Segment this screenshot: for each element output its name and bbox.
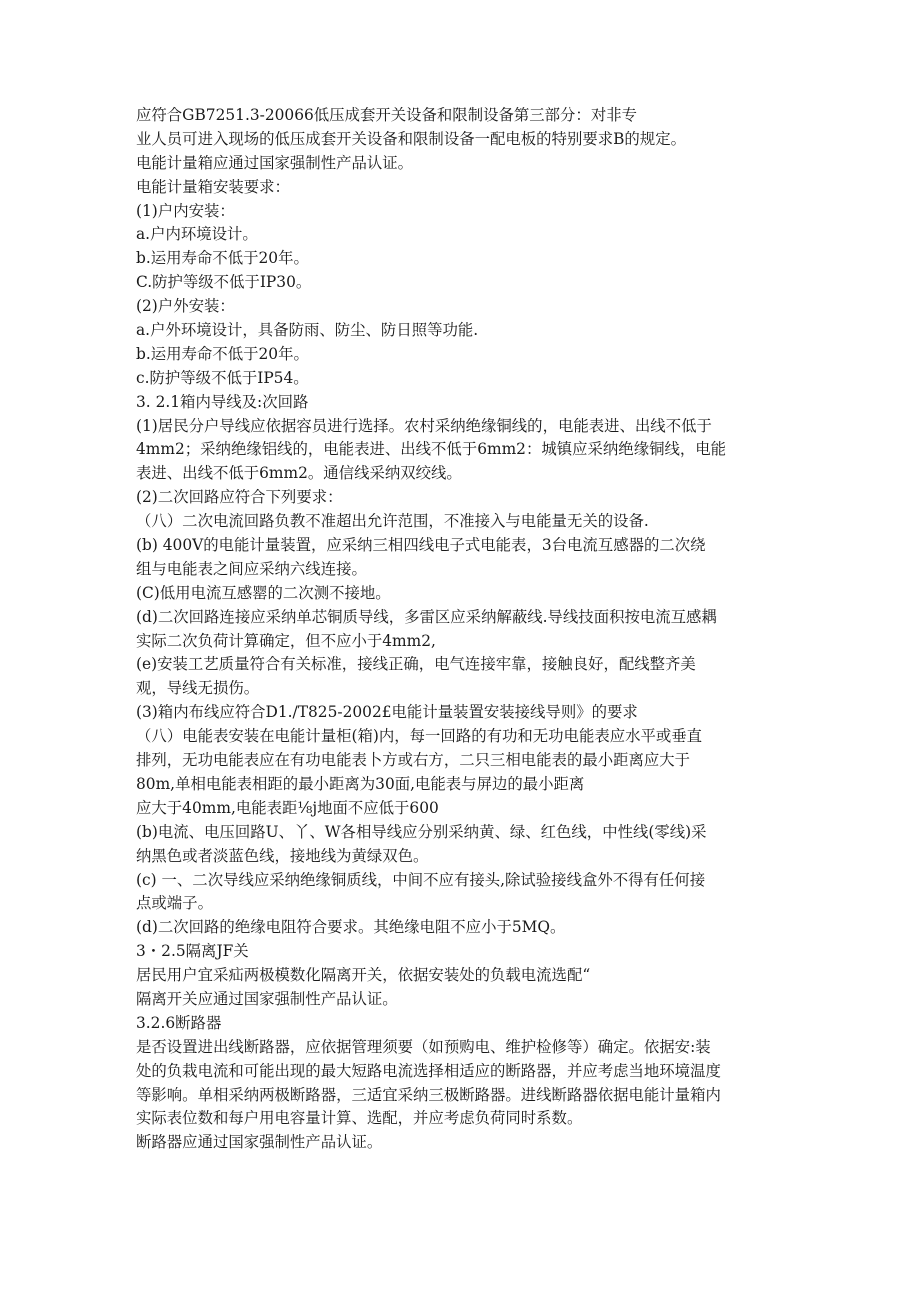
text-line: (c) 一、二次导线应采纳绝缘铜质线，中间不应有接头,除试验接线盒外不得有任何接 <box>136 870 706 889</box>
text-line: (b)电流、电压回路U、丫、W各相导线应分别采纳黄、绿、红色线，中性线(零线)采 <box>136 822 707 841</box>
text-line: 处的负栽电流和可能出现的最大短路电流选择相适应的断路器，并应考虑当地环境温度 <box>136 1061 721 1080</box>
text-line: (d)二次回路的绝缘电阻符合要求。其绝缘电阻不应小于5MQ。 <box>136 918 566 937</box>
text-line: (2)户外安装： <box>136 297 235 316</box>
text-line: 断路器应通过国家强制性产品认证。 <box>136 1133 383 1152</box>
text-line: 是否设置进出线断路器，应依据管理须要（如预购电、维护检修等）确定。依据安:装 <box>136 1037 711 1056</box>
text-line: 应符合GB7251.3-20066低压成套开关设备和限制设备第三部分：对非专 <box>136 106 637 124</box>
text-line: 应大于40mm,电能表距⅛j地面不应低于600 <box>136 798 439 817</box>
text-line: (e)安装工艺质量符合有关标准，接线正确，电气连接牢靠，接触良好，配线整齐美 <box>136 655 696 674</box>
text-line: (1)居民分户导线应依据容员进行选择。农村采纳绝缘铜线的，电能表进、出线不低于 <box>136 416 712 435</box>
text-line: 4mm2；采纳绝缘铝线的，电能表进、出线不低于6mm2：城镇应采纳绝缘铜线，电能 <box>136 440 727 459</box>
text-line: （八）二次电流回路负教不准超出允许范围，不准接入与电能量无关的设备. <box>136 512 649 531</box>
text-line: (1)户内安装： <box>136 201 235 220</box>
text-line: 观，导线无损伤。 <box>136 679 260 698</box>
text-line: (2)二次回路应符合下列要求： <box>136 488 343 507</box>
text-line: 表进、出线不低于6mm2。通信线采纳双绞线。 <box>136 464 462 483</box>
text-line: c.防护等级不低于IP54。 <box>136 368 309 387</box>
text-line: 实际表位数和每户用电容量计算、选配，并应考虑负荷同时系数。 <box>136 1109 583 1128</box>
text-line: 业人员可进入现场的低压成套开关设备和限制设备一配电板的特别要求B的规定。 <box>136 129 686 148</box>
text-line: 纳黑色或者淡蓝色线，接地线为黄绿双色。 <box>136 846 429 865</box>
text-line: (d)二次回路连接应采纳单芯铜质导线，多雷区应采纳解蔽线.导线技面积按电流互感耦 <box>136 607 717 626</box>
text-line: a.户内环境设计。 <box>136 225 258 244</box>
text-line: (3)箱内布线应符合D1./T825-2002£电能计量装置安装接线导则》的要求 <box>136 703 638 722</box>
text-line: a.户外环境设计，具备防雨、防尘、防日照等功能. <box>136 321 479 340</box>
text-line: 3. 2.1箱内导线及:次回路 <box>136 392 309 411</box>
text-line: 电能计量箱安装要求： <box>136 177 290 196</box>
text-line: 电能计量箱应通过国家强制性产品认证。 <box>136 153 414 172</box>
text-line: （八）电能表安装在电能计量柜(箱)内，每一回路的有功和无功电能表应水平或垂直 <box>136 727 703 746</box>
text-line: 居民用户宜采疝两极模数化隔离开关，依据安装处的负载电流选配“ <box>136 966 591 985</box>
text-line: 等影响。单相采纳两极断路器，三适宜采纳三极断路器。进线断路器依据电能计量箱内 <box>136 1085 721 1104</box>
text-line: 排列，无功电能表应在有功电能表卜方或右方，二只三相电能表的最小距离应大于 <box>136 751 691 770</box>
text-line: 隔离开关应通过国家强制性产品认证。 <box>136 989 398 1008</box>
text-line: 3・2.5隔离JF关 <box>136 942 249 961</box>
text-line: b.运用寿命不低于20年。 <box>136 249 309 268</box>
text-line: C.防护等级不低于IP30。 <box>136 273 312 292</box>
document-body <box>136 104 796 1155</box>
text-line: 3.2.6断路器 <box>136 1013 222 1032</box>
text-line: 组与电能表之间应采纳六线连接。 <box>136 559 367 578</box>
text-line: 实际二次负荷计算确定，但不应小于4mm2, <box>136 631 436 650</box>
text-line: b.运用寿命不低于20年。 <box>136 344 309 363</box>
text-line: 80m,单相电能表相距的最小距离为30面,电能表与屏边的最小距离 <box>136 774 585 793</box>
text-line: (b) 400V的电能计量装置，应采纳三相四线电子式电能表，3台电流互感器的二次绕 <box>136 536 706 555</box>
text-line: (C)低用电流互感罂的二次测不接地。 <box>136 583 391 602</box>
text-line: 点或端子。 <box>136 894 213 913</box>
